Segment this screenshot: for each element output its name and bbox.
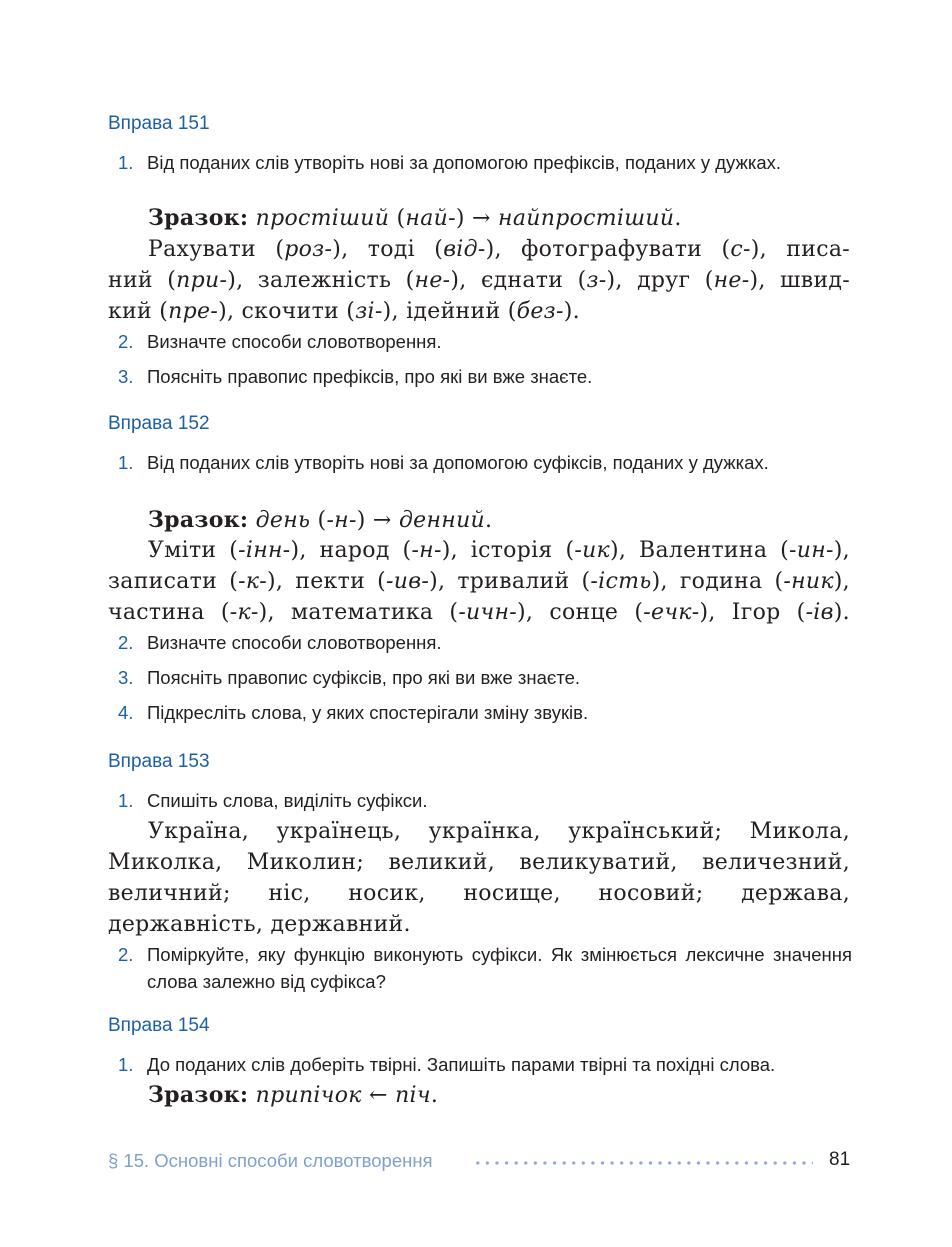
task-number: 4. (118, 702, 134, 723)
exercise-151-task-3 (118, 363, 852, 390)
exercise-154-task-1 (118, 1051, 852, 1078)
task-text: До поданих слів доберіть твірні. Запишіть парами твірні та похідні слова. (147, 1054, 776, 1075)
affix: -інн- (238, 538, 291, 563)
exercise-152-title: Вправа 152 (108, 413, 210, 434)
word: тривалий (457, 569, 570, 594)
word: Уміти (148, 538, 217, 563)
affix: при- (176, 268, 228, 293)
exercise-154-sample: Зразок: припічок ← піч. (148, 1082, 439, 1108)
task-text: Від поданих слів утворіть нові за допомогою суфіксів, поданих у дужках. (147, 452, 769, 473)
task-number: 1. (118, 452, 134, 473)
task-text: Спишіть слова, виділіть суфікси. (147, 790, 428, 811)
exercise-151-task-2 (118, 328, 852, 355)
exercise-152-sample: Зразок: день (-н-) → денний. (148, 507, 493, 533)
exercise-151-sample: Зразок: простіший (най-) → найпростіший. (148, 205, 682, 231)
exercise-152-words: Уміти (-інн-), народ (-н-), історія (-ик), Валентина (-ин-), записати (-к-), пекти (-ив-), тривалий (-ість), година (-ник), частина (-к-), математика (-ичн-), сонце (-ечк-), Ігор (-ів). (108, 538, 850, 625)
footer-dot-leader (473, 1161, 813, 1165)
sample-result: найпростіший (498, 206, 675, 231)
exercise-151-title: Вправа 151 (108, 113, 210, 134)
task-number: 2. (118, 632, 134, 653)
task-text: Визначте способи словотворення. (147, 331, 442, 352)
footer-section-title: § 15. Основні способи словотворення (108, 1150, 433, 1171)
word: історія (470, 538, 553, 563)
affix: -к- (238, 569, 267, 594)
sample-affix: -н- (326, 508, 357, 533)
word: частина (108, 600, 205, 625)
sample-result: денний (398, 508, 486, 533)
word: народ (319, 538, 390, 563)
affix: -ість (590, 569, 652, 594)
task-number: 2. (118, 331, 134, 352)
task-number: 3. (118, 667, 134, 688)
task-number: 1. (118, 152, 134, 173)
exercise-152-task-4 (118, 699, 852, 726)
word: Рахувати (148, 237, 257, 262)
page-number: 81 (829, 1149, 851, 1170)
task-number: 1. (118, 790, 134, 811)
word: година (679, 569, 763, 594)
affix: -ик (574, 538, 610, 563)
sample-arrow: ← (369, 1083, 388, 1108)
word: Валентина (639, 538, 768, 563)
affix: -ів (805, 600, 834, 625)
word: математика (290, 600, 434, 625)
word: Ігор (731, 600, 781, 625)
affix: не- (713, 268, 750, 293)
affix: -к- (229, 600, 259, 625)
task-number: 1. (118, 1054, 134, 1075)
affix: -ечк- (643, 600, 700, 625)
task-text: Підкресліть слова, у яких спостерігали зміну звуків. (147, 702, 589, 723)
affix: -н- (411, 538, 442, 563)
word: залежність (257, 268, 392, 293)
sample-source: припічок (255, 1083, 362, 1108)
word: єднати (480, 268, 564, 293)
word: сонце (549, 600, 619, 625)
affix: від- (443, 237, 486, 262)
affix: пре- (168, 299, 219, 324)
sample-affix: най- (405, 206, 456, 231)
exercise-151-words: Рахувати (роз-), тоді (від-), фотографувати (с-), писа- ний (при-), залежність (не-), єднати (з-), друг (не-), швид- кий (пре-), скочити (зі-), ідейний (без-). (108, 237, 850, 324)
sample-label: Зразок: (148, 205, 249, 231)
sample-arrow: → (472, 206, 491, 231)
sample-label: Зразок: (148, 507, 249, 533)
word: скочити (241, 299, 340, 324)
task-text: Поясніть правопис префіксів, про які ви вже знаєте. (147, 366, 593, 387)
exercise-152-task-2 (118, 629, 852, 656)
task-text: Поміркуйте, яку функцію виконують суфікси. Як змінюється лексичне значення слова залежно від суфікса? (147, 944, 852, 992)
task-text: Поясніть правопис суфіксів, про які ви вже знаєте. (147, 667, 581, 688)
exercise-151-task-1 (118, 149, 852, 176)
sample-source: простіший (255, 206, 390, 231)
exercise-152-task-1 (118, 449, 852, 476)
affix: -ив- (386, 569, 430, 594)
word: записати (108, 569, 218, 594)
sample-arrow: → (372, 508, 392, 533)
affix: -ник (783, 569, 834, 594)
task-text: Визначте способи словотворення. (147, 632, 442, 653)
exercise-152-task-3 (118, 664, 852, 691)
word: ідейний (406, 299, 501, 324)
task-number: 3. (118, 366, 134, 387)
affix: не- (414, 268, 451, 293)
sample-result: піч (395, 1083, 431, 1108)
word: друг (637, 268, 691, 293)
sample-label: Зразок: (148, 1082, 249, 1108)
exercise-153-task-2 (118, 941, 852, 995)
affix: -ин- (789, 538, 834, 563)
task-text: Від поданих слів утворіть нові за допомогою префіксів, поданих у дужках. (147, 152, 782, 173)
affix: без- (516, 299, 564, 324)
sample-source: день (255, 508, 311, 533)
exercise-153-words: Україна, українець, українка, український; Микола, Миколка, Миколин; великий, великуватий, величезний, величний; ніс, носик, носище, носовий; держава, державність, державний. (108, 819, 850, 937)
affix: -ичн- (458, 600, 518, 625)
word: тоді (367, 237, 415, 262)
exercise-153-task-1 (118, 787, 852, 814)
task-number: 2. (118, 944, 134, 965)
affix: з- (586, 268, 607, 293)
word: фотографувати (521, 237, 703, 262)
affix: с- (730, 237, 751, 262)
exercise-154-title: Вправа 154 (108, 1015, 210, 1036)
affix: роз- (284, 237, 333, 262)
exercise-153-title: Вправа 153 (108, 751, 210, 772)
affix: зі- (355, 299, 383, 324)
word: пекти (295, 569, 366, 594)
